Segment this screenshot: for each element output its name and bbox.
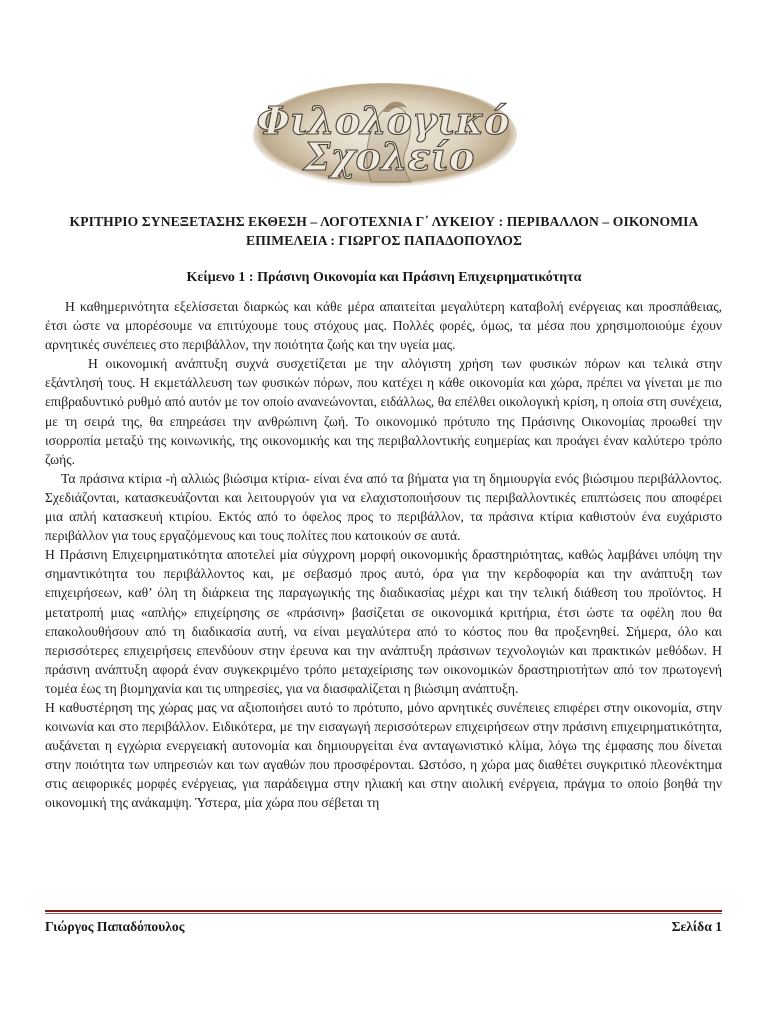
editor-heading: ΕΠΙΜΕΛΕΙΑ : ΓΙΩΡΓΟΣ ΠΑΠΑΔΟΠΟΥΛΟΣ	[246, 233, 522, 248]
text-title: Κείμενο 1 : Πράσινη Οικονομία και Πράσινη Επιχειρηματικότητα	[186, 270, 582, 285]
paragraph: Η Πράσινη Επιχειρηματικότητα αποτελεί μία σύγχρονη μορφή οικονομικής δραστηριότητας, καθώς λαμβάνει υπόψη την σημαντικότητα του περιβάλλοντος και, με σεβασμό προς αυτό, όρα για την κερδοφορία και την ανάπτυξη των επιχειρήσεων, καθ’ όλη τη διάρκεια της παραγωγικής της διαδικασίας μέχρι και την τελική διάθεση του προϊόντος. Η μετατροπή μιας «απλής» επιχείρησης σε «πράσινη» βασίζεται σε οικονομικά κριτήρια, έτσι ώστε τα οφέλη που θα επακολουθήσουν από τη διαδικασία αυτή, να είναι μεγαλύτερα από το κόστος που θα προξενηθεί. Σήμερα, όλο και περισσότερες επιχειρήσεις επενδύουν στην έρευνα και την ανάπτυξη πράσινων τεχνολογιών και πρακτικών μεθόδων. Η πράσινη ανάπτυξη αφορά έναν συγκεκριμένο τρόπο μεταχείρισης των οικονομικών δραστηριοτήτων από τον πρωτογενή τομέα έως τη βιομηχανία και τις υπηρεσίες, για να διασφαλίζεται η βιώσιμη ανάπτυξη.	[45, 547, 722, 696]
page-number: Σελίδα 1	[671, 919, 722, 934]
paragraph: Η καθημερινότητα εξελίσσεται διαρκώς και κάθε μέρα απαιτείται μεγαλύτερη καταβολή ενέργειας και προσπάθειας, έτσι ώστε να μπορέσουμε να επιτύχουμε τους στόχους μας. Πολλές φορές, όμως, τα μέσα που χρησιμοποιούμε έχουν αρνητικές συνέπειες στο περιβάλλον, την ποιότητα ζωής και την υγεία μας.	[45, 299, 722, 353]
logo-text-line1: Φιλολογικό	[256, 98, 510, 143]
exam-heading: ΚΡΙΤΗΡΙΟ ΣΥΝΕΞΕΤΑΣΗΣ ΕΚΘΕΣΗ – ΛΟΓΟΤΕΧΝΙΑ Γ΄ ΛΥΚΕΙΟΥ : ΠΕΡΙΒΑΛΛΟΝ – ΟΙΚΟΝΟΜΙΑ	[69, 214, 699, 229]
paragraph: Η καθυστέρηση της χώρας μας να αξιοποιήσει αυτό το πρότυπο, μόνο αρνητικές συνέπειες επιφέρει στην οικονομία, στην κοινωνία και στο περιβάλλον. Ειδικότερα, με την εισαγωγή περισσότερων επιχειρήσεων στην πράσινη επιχειρηματικότητα, αυξάνεται η εγχώρια ενεργειακή αυτονομία και δημιουργείται ένα ανταγωνιστικό κλίμα, λόγω της έμφασης που δίνεται στην ποιότητα των υπηρεσιών και των αγαθών που προσφέρονται. Ωστόσο, η χώρα μας διαθέτει συγκριτικό πλεονέκτημα στις αειφορικές μορφές ενέργειας, για παράδειγμα στην ηλιακή και στην αιολική ενέργεια, πράγμα το οποίο βοηθά την οικονομική της ανάκαμψη. Ύστερα, μία χώρα που σέβεται τη	[45, 699, 722, 811]
paragraph: Τα πράσινα κτίρια -ή αλλιώς βιώσιμα κτίρια- είναι ένα από τα βήματα για τη δημιουργία ενός βιώσιμου περιβάλλοντος. Σχεδιάζονται, κατασκευάζονται και λειτουργούν για να ελαχιστοποιήσουν τις περιβαλλοντικές επιπτώσεις που αποφέρει μια απλή κατασκευή κτιρίου. Εκτός από το όφελος προς το περιβάλλον, τα πράσινα κτίρια καθιστούν ένα ευχάριστο περιβάλλον για τους εργαζόμενους και τους πολίτες που κατοικούν σε αυτά.	[45, 470, 722, 544]
logo-text-line2: Σχολείο	[303, 134, 475, 179]
paragraph: Η οικονομική ανάπτυξη συχνά συσχετίζεται με την αλόγιστη χρήση των φυσικών πόρων και τελικά στην εξάντλησή τους. Η εκμετάλλευση των φυσικών πόρων, που κατέχει η κάθε οικονομία και χώρα, πρέπει να γίνεται με πιο επιβραδυντικό ρυθμό από αυτόν με τον οποίο ανανεώνονται, ειδάλλως, θα επέλθει οικολογική κρίση, η οποία στη συνέχεια, με τη σειρά της, θα επηρεάσει την ανθρώπινη ζωή. Το οικονομικό πρότυπο της Πράσινης Οικονομίας προωθεί την ισορροπία μεταξύ της κοινωνικής, της οικονομικής και της περιβαλλοντικής ευημερίας και προάγει έναν καλύτερο τρόπο ζωής.	[45, 356, 722, 467]
footer-divider	[45, 910, 722, 912]
footer-author: Γιώργος Παπαδόπουλος	[45, 919, 185, 934]
logo-graphic	[251, 82, 519, 188]
footer-divider-thin	[45, 913, 722, 914]
school-logo	[251, 82, 519, 188]
article-body	[45, 297, 722, 813]
